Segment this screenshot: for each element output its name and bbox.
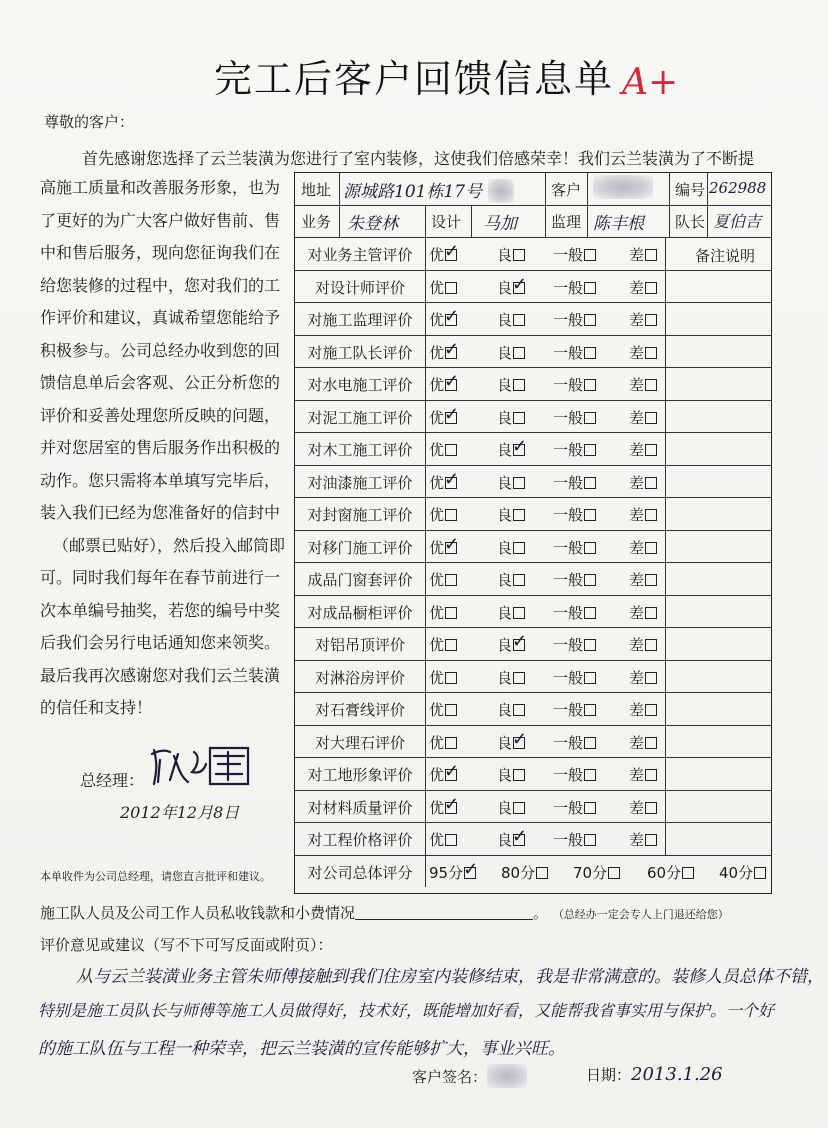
comment-line: 从与云兰装潢业务主管朱师傅接触到我们住房室内装修结束，我是非常满意的。装修人员总体不错， bbox=[76, 967, 824, 987]
checkmark-icon: ✓ bbox=[444, 468, 460, 490]
rating-label: 对施工队长评价 bbox=[307, 343, 413, 362]
rating-option-good[interactable]: 良 ✓ bbox=[497, 273, 528, 297]
checkbox[interactable] bbox=[645, 314, 657, 326]
checkbox[interactable] bbox=[513, 542, 525, 554]
checkbox[interactable] bbox=[512, 826, 528, 847]
checkbox[interactable] bbox=[645, 379, 657, 391]
overall-option[interactable]: 60分 bbox=[647, 862, 694, 883]
rating-option-average[interactable]: 一般 bbox=[553, 439, 596, 460]
intro-line: 动作。您只需将本单填写完毕后， bbox=[40, 470, 281, 490]
rating-option-average[interactable]: 一般 bbox=[553, 797, 596, 818]
checkbox[interactable] bbox=[645, 672, 657, 684]
rating-option-good[interactable]: 良 bbox=[497, 472, 525, 493]
rating-option-poor[interactable]: 差 bbox=[629, 829, 657, 850]
rating-option-poor[interactable]: 差 bbox=[629, 439, 657, 460]
checkbox[interactable] bbox=[512, 273, 528, 295]
comment-line: 特别是施工员队长与师傅等施工人员做得好，技术好，既能增加好看，又能帮我省事实用与保护。一个好 bbox=[38, 1001, 775, 1020]
checkbox[interactable] bbox=[645, 444, 657, 456]
customer-label: 客户 bbox=[551, 181, 582, 199]
checkbox[interactable] bbox=[513, 769, 525, 781]
intro-line: 积极参与。公司总经办收到您的回 bbox=[40, 340, 281, 360]
grid-line bbox=[295, 822, 771, 823]
grid-line bbox=[295, 790, 771, 791]
grid-line bbox=[295, 302, 771, 303]
rating-option-excellent[interactable]: 优 bbox=[429, 569, 457, 590]
checkbox[interactable] bbox=[445, 607, 457, 619]
rating-option-good[interactable]: 良 bbox=[497, 309, 525, 330]
rating-option-poor[interactable]: 差 bbox=[629, 504, 657, 525]
intro-line: 最后我再次感谢您对我们云兰装潢 bbox=[40, 665, 281, 685]
grid-line bbox=[295, 497, 771, 498]
checkmark-icon: ✓ bbox=[444, 533, 460, 555]
date-field: 日期：2013.1.26 bbox=[586, 1064, 723, 1085]
rating-option-poor[interactable]: 差 bbox=[629, 277, 657, 298]
rating-option-excellent[interactable]: 优 ✓ bbox=[429, 338, 460, 362]
overall-option[interactable]: 80分 bbox=[501, 862, 548, 883]
rating-option-average[interactable]: 一般 bbox=[553, 309, 596, 330]
rating-option-good[interactable]: 良 ✓ bbox=[497, 826, 528, 849]
checkmark-icon: ✓ bbox=[444, 403, 460, 425]
checkbox[interactable] bbox=[444, 403, 460, 425]
checkbox[interactable] bbox=[513, 574, 525, 586]
intro-line: 高施工质量和改善服务形象，也为 bbox=[40, 178, 281, 197]
checkbox[interactable] bbox=[445, 704, 457, 716]
grid-line bbox=[295, 757, 771, 758]
intro-line: 后我们会另行电话通知您来领奖。 bbox=[40, 633, 281, 652]
rating-option-poor[interactable]: 差 bbox=[629, 569, 657, 590]
rating-option-good[interactable]: 良 bbox=[497, 244, 525, 265]
grid-line bbox=[295, 432, 771, 433]
rating-option-excellent[interactable]: 优 bbox=[429, 829, 457, 850]
checkbox[interactable] bbox=[536, 867, 548, 879]
signature-scribble bbox=[148, 740, 256, 788]
designer-label: 设计 bbox=[431, 213, 462, 231]
rating-option-poor[interactable]: 差 bbox=[629, 764, 657, 785]
checkbox[interactable] bbox=[513, 379, 525, 391]
grid-line bbox=[295, 205, 771, 206]
intro-line: 了更好的为广大客户做好售前、售 bbox=[40, 210, 281, 230]
checkbox[interactable] bbox=[513, 477, 525, 489]
checkbox[interactable] bbox=[513, 704, 525, 716]
checkbox[interactable] bbox=[645, 542, 657, 554]
checkbox[interactable] bbox=[444, 371, 460, 392]
redaction-blur bbox=[488, 179, 514, 203]
general-manager-date: 2012年12月8日 bbox=[120, 803, 240, 822]
checkbox[interactable] bbox=[445, 444, 457, 456]
rating-option-average[interactable]: 一般 bbox=[553, 667, 596, 688]
checkbox[interactable] bbox=[445, 737, 457, 749]
intro-line: 给您装修的过程中，您对我们的工 bbox=[40, 275, 281, 295]
checkbox[interactable] bbox=[445, 574, 457, 586]
rating-label: 对大理石评价 bbox=[314, 733, 405, 752]
remarks-header: 备注说明 bbox=[695, 247, 756, 265]
rating-label: 对封窗施工评价 bbox=[307, 506, 413, 524]
fees-line: 施工队人员及公司工作人员私收钱款和小费情况 。 （总经办一定会专人上门退还给您） bbox=[40, 904, 729, 922]
number-value: 262988 bbox=[709, 179, 767, 197]
checkmark-icon: ✓ bbox=[512, 273, 528, 295]
rating-option-average[interactable]: 一般 bbox=[553, 699, 596, 720]
rating-option-average[interactable]: 一般 bbox=[553, 829, 596, 850]
captain-value: 夏伯吉 bbox=[713, 212, 762, 231]
rating-label: 对设计师评价 bbox=[314, 278, 405, 297]
checkmark-icon: ✓ bbox=[512, 436, 528, 457]
checkbox[interactable] bbox=[645, 282, 657, 294]
rating-option-average[interactable]: 一般 bbox=[553, 634, 596, 655]
grid-line bbox=[545, 173, 546, 237]
grid-line bbox=[295, 367, 771, 368]
checkbox[interactable] bbox=[444, 338, 460, 360]
checkbox[interactable] bbox=[444, 793, 460, 815]
feedback-table bbox=[294, 172, 772, 894]
checkbox[interactable] bbox=[584, 314, 596, 326]
rating-label: 对油漆施工评价 bbox=[307, 473, 413, 492]
checkbox[interactable] bbox=[463, 858, 479, 880]
rating-option-good[interactable]: 良 bbox=[497, 667, 525, 688]
checkbox[interactable] bbox=[512, 631, 528, 652]
checkbox[interactable] bbox=[513, 347, 525, 359]
grid-line bbox=[425, 237, 426, 887]
checkbox[interactable] bbox=[584, 769, 596, 781]
checkbox[interactable] bbox=[645, 802, 657, 814]
rating-option-poor[interactable]: 差 bbox=[629, 407, 657, 428]
grid-line bbox=[425, 205, 426, 237]
grid-line bbox=[295, 725, 771, 726]
checkbox[interactable] bbox=[645, 509, 657, 521]
rating-option-excellent[interactable]: 优 bbox=[429, 277, 457, 298]
captain-label: 队长 bbox=[675, 213, 706, 231]
rating-option-excellent[interactable]: 优 ✓ bbox=[429, 761, 460, 784]
overall-label: 对公司总体评分 bbox=[307, 863, 413, 882]
checkbox[interactable] bbox=[513, 314, 525, 326]
supervisor-label: 监理 bbox=[551, 213, 582, 231]
checkbox[interactable] bbox=[645, 249, 657, 261]
rating-option-average[interactable]: 一般 bbox=[553, 374, 596, 395]
checkbox[interactable] bbox=[444, 306, 460, 327]
checkmark-icon: ✓ bbox=[444, 793, 460, 815]
grid-line bbox=[339, 173, 340, 237]
checkbox[interactable] bbox=[645, 737, 657, 749]
rating-label: 对泥工施工评价 bbox=[307, 408, 413, 427]
salesman-label: 业务 bbox=[301, 213, 332, 231]
rating-option-average[interactable]: 一般 bbox=[553, 569, 596, 590]
rating-label: 对成品橱柜评价 bbox=[307, 603, 413, 622]
checkmark-icon: ✓ bbox=[463, 858, 479, 880]
rating-option-average[interactable]: 一般 bbox=[553, 244, 596, 265]
page-title: 完工后客户回馈信息单 bbox=[213, 57, 614, 101]
checkbox[interactable] bbox=[645, 639, 657, 651]
checkbox[interactable] bbox=[584, 639, 596, 651]
address-label: 地址 bbox=[301, 181, 332, 199]
checkbox[interactable] bbox=[513, 509, 525, 521]
rating-label: 对石膏线评价 bbox=[314, 701, 405, 719]
checkbox[interactable] bbox=[445, 282, 457, 294]
checkbox[interactable] bbox=[584, 704, 596, 716]
rating-option-good[interactable]: 良 bbox=[497, 569, 525, 590]
salutation: 尊敬的客户： bbox=[44, 113, 135, 131]
comment-line: 的施工队伍与工程一种荣幸，把云兰装潢的宣传能够扩大，事业兴旺。 bbox=[38, 1039, 565, 1059]
overall-option[interactable]: 95分 ✓ bbox=[429, 858, 479, 882]
checkbox[interactable] bbox=[645, 834, 657, 846]
rating-option-good[interactable]: 良 bbox=[497, 764, 525, 785]
rating-option-poor[interactable]: 差 bbox=[629, 732, 657, 753]
rating-option-good[interactable]: 良 ✓ bbox=[497, 436, 528, 459]
rating-option-average[interactable]: 一般 bbox=[553, 407, 596, 428]
checkbox[interactable] bbox=[513, 249, 525, 261]
rating-option-poor[interactable]: 差 bbox=[629, 667, 657, 688]
rating-option-excellent[interactable]: 优 ✓ bbox=[429, 468, 460, 492]
rating-label: 对材料质量评价 bbox=[307, 798, 413, 817]
overall-option[interactable]: 70分 bbox=[573, 862, 620, 883]
rating-option-poor[interactable]: 差 bbox=[629, 342, 657, 363]
checkbox[interactable] bbox=[584, 509, 596, 521]
rating-option-excellent[interactable]: 优 bbox=[429, 439, 457, 460]
rating-option-excellent[interactable]: 优 ✓ bbox=[429, 241, 460, 264]
checkbox[interactable] bbox=[444, 761, 460, 782]
comments-label: 评价意见或建议（写不下可写反面或附页）： bbox=[40, 936, 333, 954]
rating-label: 对施工监理评价 bbox=[307, 311, 413, 329]
rating-option-good[interactable]: 良 bbox=[497, 699, 525, 720]
checkmark-icon: ✓ bbox=[444, 761, 460, 782]
rating-option-average[interactable]: 一般 bbox=[553, 537, 596, 558]
rating-option-good[interactable]: 良 bbox=[497, 374, 525, 395]
customer-value-redacted bbox=[593, 175, 653, 199]
rating-option-average[interactable]: 一般 bbox=[553, 472, 596, 493]
grid-line bbox=[295, 530, 771, 531]
checkbox[interactable] bbox=[444, 468, 460, 490]
rating-option-excellent[interactable]: 优 ✓ bbox=[429, 371, 460, 394]
rating-option-excellent[interactable]: 优 ✓ bbox=[429, 793, 460, 817]
intro-line: 中和售后服务，现向您征询我们在 bbox=[40, 243, 281, 262]
checkbox[interactable] bbox=[645, 607, 657, 619]
rating-option-poor[interactable]: 差 bbox=[629, 244, 657, 265]
rating-option-good[interactable]: 良 bbox=[497, 504, 525, 525]
checkbox[interactable] bbox=[584, 737, 596, 749]
checkbox[interactable] bbox=[512, 436, 528, 457]
rating-option-poor[interactable]: 差 bbox=[629, 537, 657, 558]
rating-option-excellent[interactable]: 优 bbox=[429, 699, 457, 720]
rating-label: 成品门窗套评价 bbox=[307, 571, 413, 589]
checkmark-icon: ✓ bbox=[444, 306, 460, 327]
redaction-blur bbox=[593, 175, 653, 199]
intro-line: 馈信息单后会客观、公正分析您的 bbox=[40, 373, 281, 392]
intro-line: 作评价和建议，真诚希望您能给予 bbox=[40, 308, 281, 327]
grid-line bbox=[295, 270, 771, 271]
rating-label: 对水电施工评价 bbox=[307, 376, 413, 394]
rating-option-poor[interactable]: 差 bbox=[629, 699, 657, 720]
intro-line: 并对您居室的售后服务作出积极的 bbox=[40, 438, 281, 457]
grid-line bbox=[295, 692, 771, 693]
checkbox[interactable] bbox=[584, 672, 596, 684]
checkbox[interactable] bbox=[645, 574, 657, 586]
customer-sign: 客户签名： bbox=[412, 1064, 527, 1088]
designer-value: 马加 bbox=[483, 214, 517, 234]
general-manager-label: 总经理： bbox=[80, 771, 145, 790]
checkbox[interactable] bbox=[512, 728, 528, 750]
checkbox[interactable] bbox=[608, 867, 620, 879]
rating-option-poor[interactable]: 差 bbox=[629, 309, 657, 330]
rating-option-excellent[interactable]: 优 bbox=[429, 667, 457, 688]
rating-option-poor[interactable]: 差 bbox=[629, 472, 657, 493]
rating-option-good[interactable]: 良 bbox=[497, 342, 525, 363]
rating-label: 对铝吊顶评价 bbox=[314, 636, 405, 654]
grid-line bbox=[295, 400, 771, 401]
intro-line: 可。同时我们每年在春节前进行一 bbox=[40, 568, 281, 587]
intro-line: 的信任和支持！ bbox=[40, 698, 153, 717]
grid-line bbox=[295, 627, 771, 628]
checkbox[interactable] bbox=[584, 249, 596, 261]
number-label: 编号 bbox=[675, 181, 706, 199]
rating-option-average[interactable]: 一般 bbox=[553, 732, 596, 753]
rating-option-excellent[interactable]: 优 ✓ bbox=[429, 533, 460, 557]
checkbox[interactable] bbox=[513, 412, 525, 424]
rating-label: 对工程价格评价 bbox=[307, 831, 413, 849]
checkbox[interactable] bbox=[445, 834, 457, 846]
grid-line bbox=[295, 465, 771, 466]
rating-label: 对工地形象评价 bbox=[307, 766, 413, 784]
checkmark-icon: ✓ bbox=[512, 728, 528, 750]
checkbox[interactable] bbox=[584, 477, 596, 489]
grid-line bbox=[295, 335, 771, 336]
rating-option-average[interactable]: 一般 bbox=[553, 764, 596, 785]
rating-option-poor[interactable]: 差 bbox=[629, 797, 657, 818]
grid-line bbox=[707, 173, 708, 237]
intro-line: 装入我们已经为您准备好的信封中 bbox=[40, 503, 281, 522]
grid-line bbox=[471, 205, 472, 237]
checkmark-icon: ✓ bbox=[444, 241, 460, 262]
checkbox[interactable] bbox=[584, 444, 596, 456]
grid-line bbox=[295, 237, 771, 238]
intro-first-line: 首先感谢您选择了云兰装潢为您进行了室内装修，这使我们倍感荣幸！我们云兰装潢为了不断提 bbox=[82, 149, 755, 168]
checkbox[interactable] bbox=[584, 379, 596, 391]
intro-line: （邮票已贴好），然后投入邮筒即 bbox=[52, 535, 285, 555]
grid-line bbox=[665, 237, 666, 855]
rating-option-average[interactable]: 一般 bbox=[553, 342, 596, 363]
checkbox[interactable] bbox=[444, 241, 460, 262]
rating-option-poor[interactable]: 差 bbox=[629, 634, 657, 655]
checkbox[interactable] bbox=[754, 867, 766, 879]
checkbox[interactable] bbox=[513, 672, 525, 684]
checkbox[interactable] bbox=[445, 509, 457, 521]
checkmark-icon: ✓ bbox=[512, 826, 528, 847]
supervisor-value: 陈丰根 bbox=[593, 214, 644, 234]
rating-option-average[interactable]: 一般 bbox=[553, 277, 596, 298]
salesman-value: 朱登林 bbox=[347, 214, 398, 234]
overall-option[interactable]: 40分 bbox=[719, 862, 766, 883]
grid-line bbox=[295, 855, 771, 856]
checkmark-icon: ✓ bbox=[512, 631, 528, 652]
rating-option-excellent[interactable]: 优 bbox=[429, 634, 457, 655]
checkbox[interactable] bbox=[584, 542, 596, 554]
checkbox[interactable] bbox=[513, 607, 525, 619]
rating-option-average[interactable]: 一般 bbox=[553, 602, 596, 623]
address-value: 源城路101栋17号 bbox=[343, 177, 514, 203]
checkbox[interactable] bbox=[645, 477, 657, 489]
grid-line bbox=[587, 173, 588, 237]
rating-label: 对业务主管评价 bbox=[307, 246, 413, 264]
rating-option-average[interactable]: 一般 bbox=[553, 504, 596, 525]
checkbox[interactable] bbox=[445, 672, 457, 684]
rating-option-good[interactable]: 良 bbox=[497, 602, 525, 623]
intro-line: 评价和妥善处理您所反映的问题， bbox=[40, 405, 281, 425]
checkbox[interactable] bbox=[513, 802, 525, 814]
rating-option-good[interactable]: 良 bbox=[497, 537, 525, 558]
intro-paragraph bbox=[40, 172, 298, 725]
rating-label: 对木工施工评价 bbox=[307, 441, 413, 459]
checkbox[interactable] bbox=[444, 533, 460, 555]
checkbox[interactable] bbox=[645, 769, 657, 781]
rating-option-excellent[interactable]: 优 bbox=[429, 504, 457, 525]
checkbox[interactable] bbox=[584, 574, 596, 586]
rating-option-poor[interactable]: 差 bbox=[629, 374, 657, 395]
rating-option-excellent[interactable]: 优 ✓ bbox=[429, 306, 460, 329]
fees-blank bbox=[355, 905, 533, 920]
checkbox[interactable] bbox=[584, 347, 596, 359]
checkbox[interactable] bbox=[645, 704, 657, 716]
grid-line bbox=[295, 660, 771, 661]
rating-option-good[interactable]: 良 bbox=[497, 797, 525, 818]
checkmark-icon: ✓ bbox=[444, 338, 460, 360]
redaction-blur bbox=[487, 1064, 527, 1088]
grid-line bbox=[295, 595, 771, 596]
rating-option-good[interactable]: 良 ✓ bbox=[497, 728, 528, 752]
checkbox[interactable] bbox=[645, 412, 657, 424]
rating-option-excellent[interactable]: 优 bbox=[429, 602, 457, 623]
general-manager-signature bbox=[148, 740, 256, 788]
rating-option-good[interactable]: 良 ✓ bbox=[497, 631, 528, 654]
checkbox[interactable] bbox=[682, 867, 694, 879]
checkmark-icon: ✓ bbox=[444, 371, 460, 392]
rating-option-poor[interactable]: 差 bbox=[629, 602, 657, 623]
checkbox[interactable] bbox=[584, 834, 596, 846]
checkbox[interactable] bbox=[584, 607, 596, 619]
checkbox[interactable] bbox=[645, 347, 657, 359]
rating-option-excellent[interactable]: 优 ✓ bbox=[429, 403, 460, 427]
checkbox[interactable] bbox=[445, 639, 457, 651]
checkbox[interactable] bbox=[584, 282, 596, 294]
rating-option-good[interactable]: 良 bbox=[497, 407, 525, 428]
recipient-note: 本单收件为公司总经理，请您直言批评和建议。 bbox=[40, 870, 271, 883]
intro-line: 次本单编号抽奖，若您的编号中奖 bbox=[40, 600, 281, 620]
grid-line bbox=[669, 173, 670, 237]
grade-mark: A+ bbox=[622, 62, 679, 103]
rating-label: 对移门施工评价 bbox=[307, 538, 413, 557]
checkbox[interactable] bbox=[584, 802, 596, 814]
rating-option-excellent[interactable]: 优 bbox=[429, 732, 457, 753]
checkbox[interactable] bbox=[584, 412, 596, 424]
rating-label: 对淋浴房评价 bbox=[314, 668, 405, 687]
grid-line bbox=[295, 562, 771, 563]
